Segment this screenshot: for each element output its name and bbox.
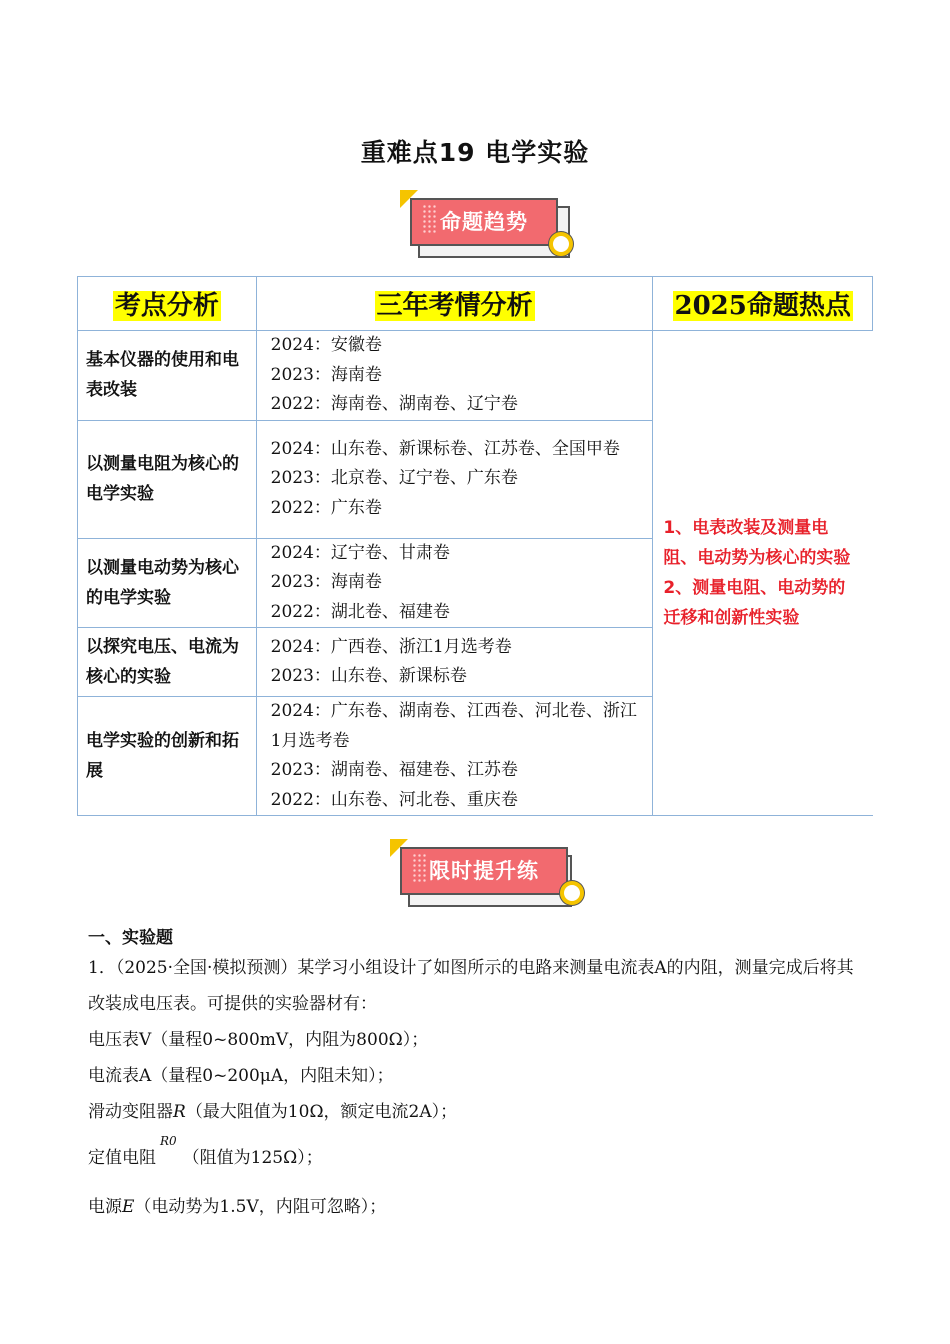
list-item: 定值电阻$^{R0}$（阻值为125Ω）； xyxy=(88,1134,323,1168)
topic-cell: 以测量电阻为核心的电学实验 xyxy=(78,420,257,538)
question-intro: 1．（2025·全国·模拟预测）某学习小组设计了如图所示的电路来测量电流表A的内阻，测量完成后将其改装成电压表。可提供的实验器材有： xyxy=(88,958,854,1014)
topic-cell: 以探究电压、电流为核心的实验 xyxy=(78,628,257,697)
years-cell: 2024：辽宁卷、甘肃卷 2023：海南卷 2022：湖北卷、福建卷 xyxy=(256,538,653,628)
table-row xyxy=(78,331,873,421)
trend-banner xyxy=(406,196,586,266)
list-item: 电源E（电动势为1.5V，内阻可忽略）； xyxy=(88,1197,387,1217)
practice-banner-label: 限时提升练 xyxy=(400,847,568,895)
header-cell: 2025命题热点 xyxy=(653,277,873,331)
topic-cell: 基本仪器的使用和电表改装 xyxy=(78,331,257,421)
topic-cell: 电学实验的创新和拓展 xyxy=(78,697,257,816)
ring-icon xyxy=(560,881,584,905)
practice-banner xyxy=(396,845,576,915)
hot-text: 1、电表改装及测量电阻、电动势为核心的实验 2、测量电阻、电动势的迁移和创新性实验 xyxy=(663,518,851,628)
corner-flag-icon xyxy=(400,190,418,208)
trend-banner-label: 命题趋势 xyxy=(410,198,558,246)
header-cell: 三年考情分析 xyxy=(256,277,653,331)
list-item: 电流表A（量程0~200μA，内阻未知）； xyxy=(88,1066,394,1086)
years-cell: 2024：安徽卷 2023：海南卷 2022：海南卷、湖南卷、辽宁卷 xyxy=(256,331,653,421)
years-cell: 2024：广西卷、浙江1月选考卷 2023：山东卷、新课标卷 xyxy=(256,628,653,697)
years-cell: 2024：山东卷、新课标卷、江苏卷、全国甲卷 2023：北京卷、辽宁卷、广东卷 2022：广东卷 xyxy=(256,420,653,538)
hot-cell xyxy=(653,331,873,816)
list-item: 电压表V（量程0~800mV，内阻为800Ω）； xyxy=(88,1030,429,1050)
question-section xyxy=(88,926,868,1225)
list-item: 滑动变阻器R（最大阻值为10Ω，额定电流2A）； xyxy=(88,1102,458,1122)
trend-table xyxy=(77,276,873,816)
corner-flag-icon xyxy=(390,839,408,857)
ring-icon xyxy=(549,232,573,256)
page-title: 重难点19 电学实验 xyxy=(360,138,590,167)
r0-symbol: R0 xyxy=(160,1134,177,1148)
topic-cell: 以测量电动势为核心的电学实验 xyxy=(78,538,257,628)
years-cell: 2024：广东卷、湖南卷、江西卷、河北卷、浙江1月选考卷 2023：湖南卷、福建卷、江苏卷 2022：山东卷、河北卷、重庆卷 xyxy=(256,697,653,816)
header-cell: 考点分析 xyxy=(78,277,257,331)
section-title: 一、实验题 xyxy=(88,928,173,948)
